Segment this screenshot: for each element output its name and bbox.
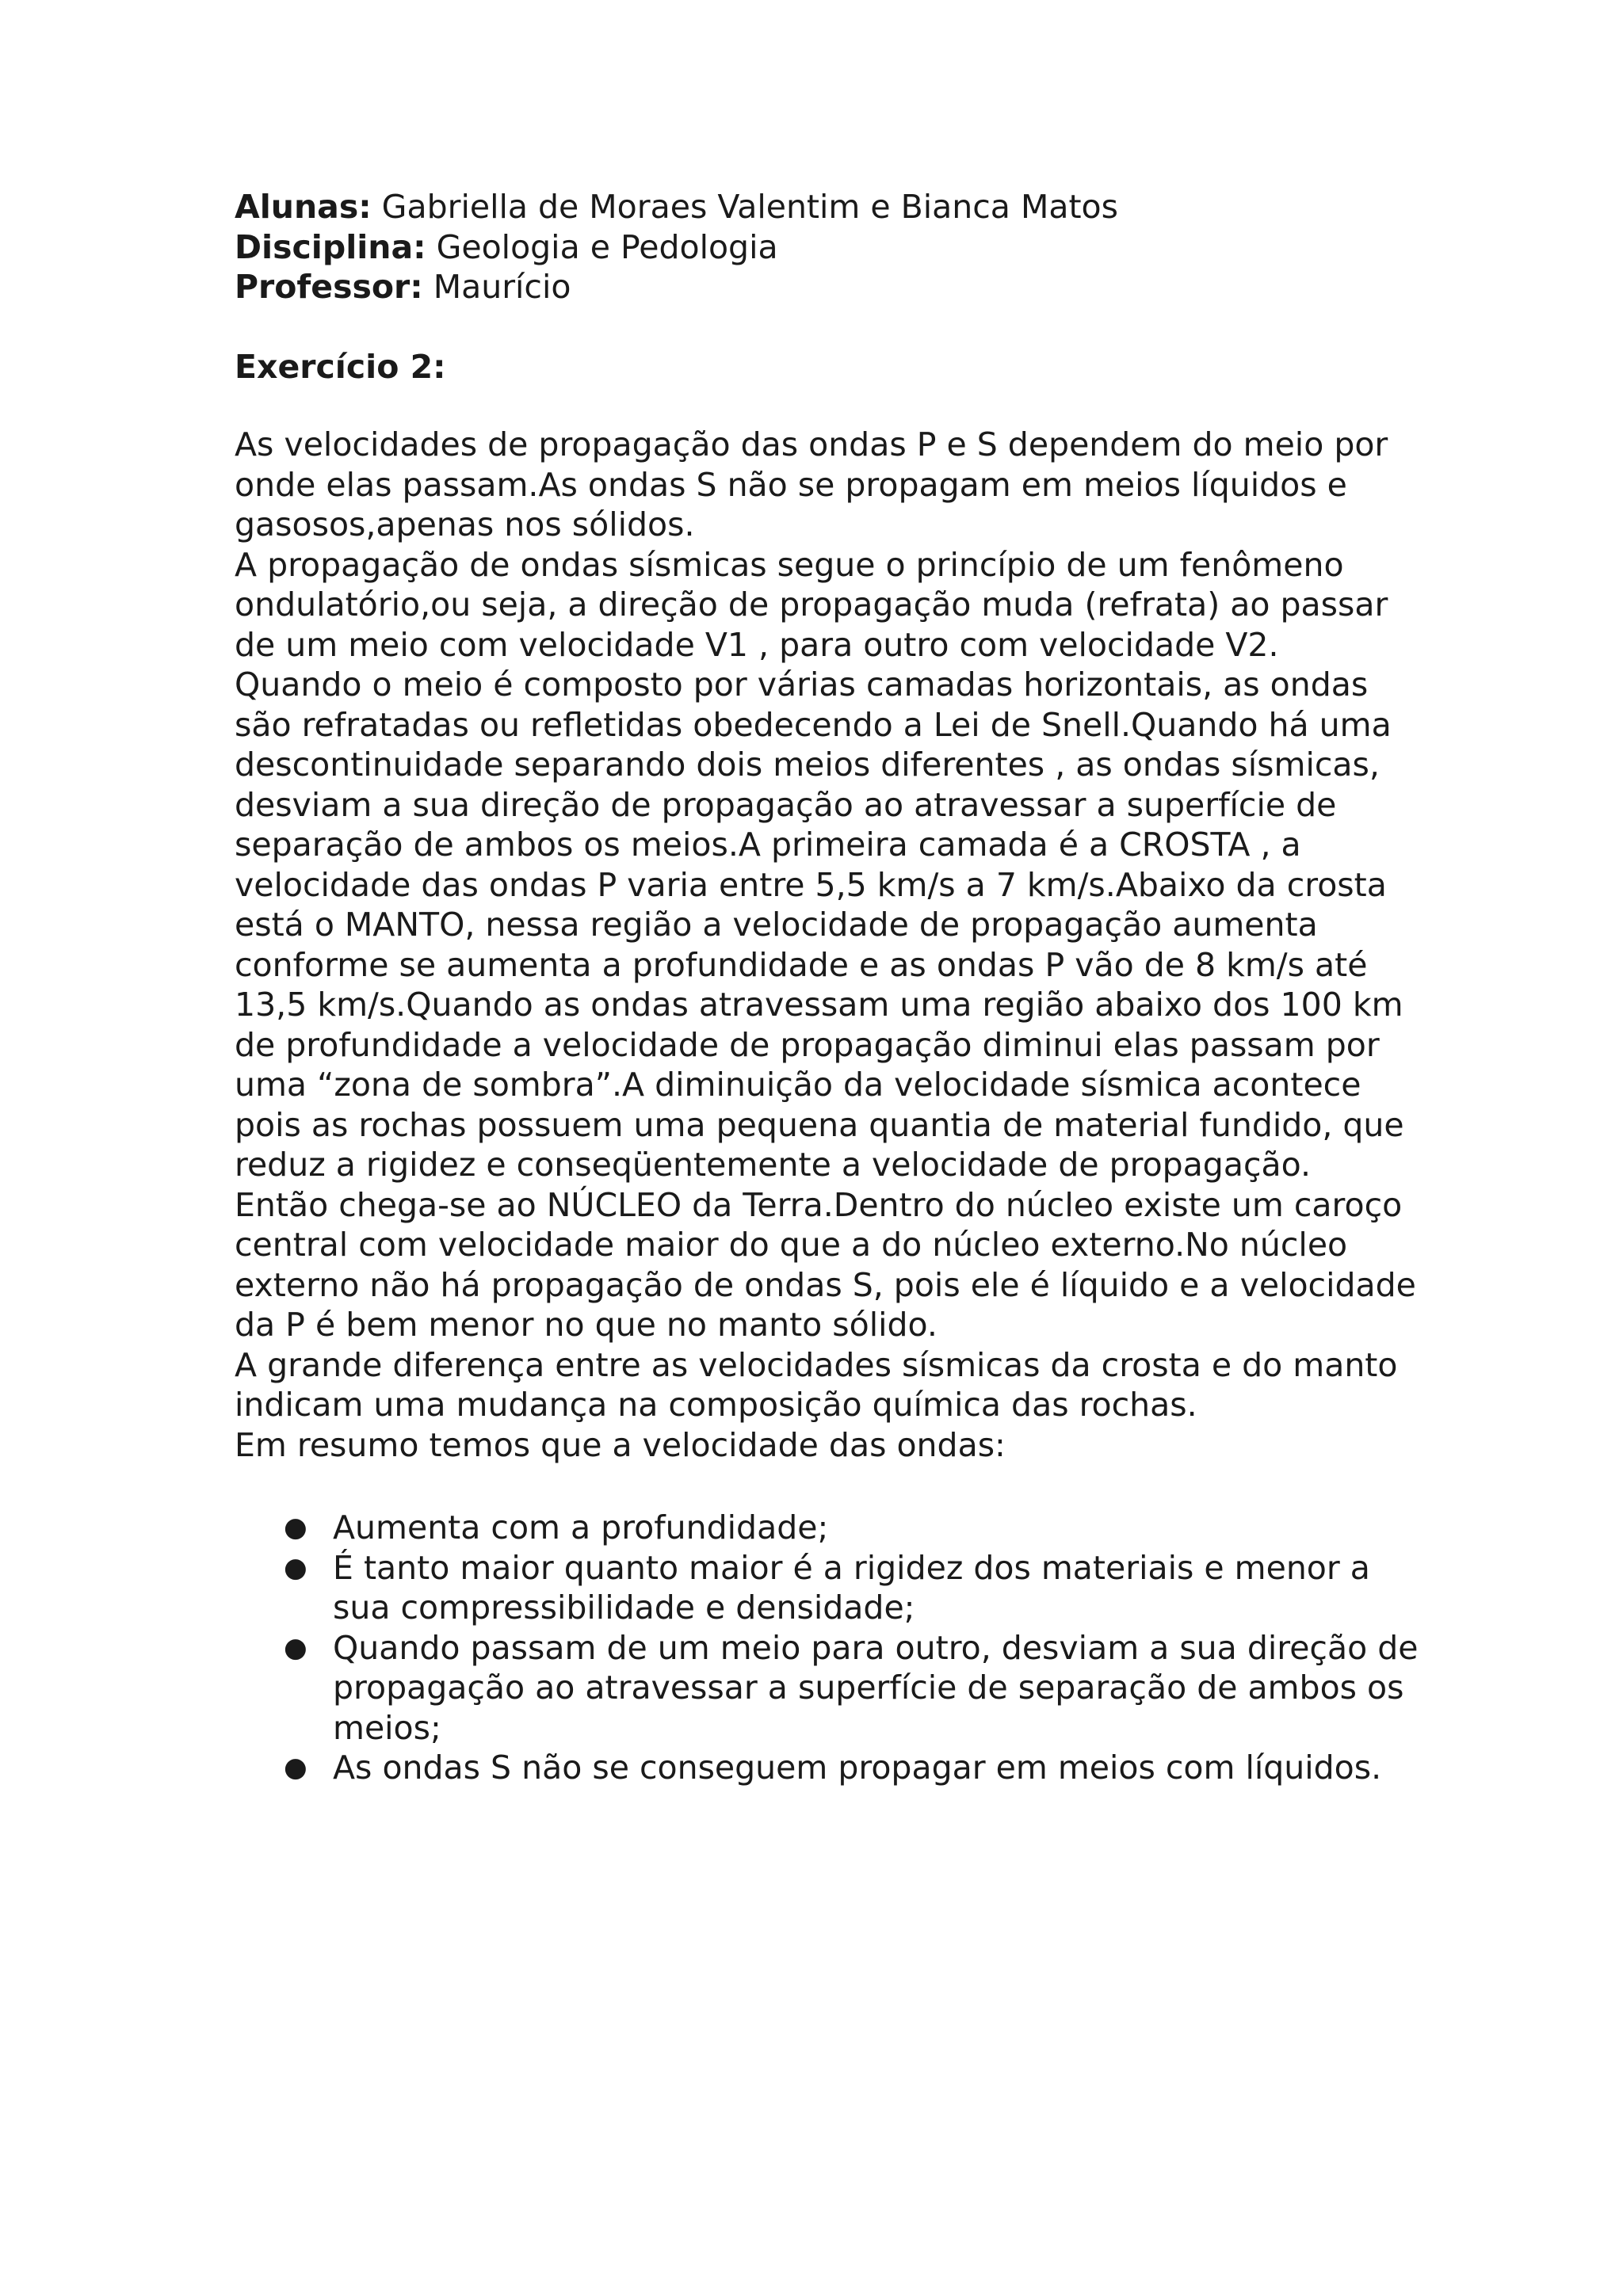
paragraph: A grande diferença entre as velocidades sísmicas da crosta e do manto indicam uma mudança na composição química das rochas.	[235, 1345, 1398, 1424]
body-text	[235, 425, 1423, 1465]
list-item-text: Quando passam de um meio para outro, desviam a sua direção de propagação ao atravessar a superfície de separação de ambos os meios;	[333, 1628, 1419, 1747]
students-value: Gabriella de Moraes Valentim e Bianca Matos	[371, 188, 1118, 226]
list-item-text: As ondas S não se conseguem propagar em meios com líquidos.	[333, 1749, 1382, 1787]
bullet-icon: ●	[284, 1631, 307, 1664]
bullet-icon: ●	[284, 1752, 307, 1783]
paragraph: A propagação de ondas sísmicas segue o princípio de um fenômeno ondulatório,ou seja, a direção de propagação muda (refrata) ao passar de um meio com velocidade V1 , para outro com velocidade V2.	[235, 545, 1388, 664]
list-item	[235, 1748, 1423, 1788]
list-item	[235, 1628, 1423, 1749]
paragraph: Então chega-se ao NÚCLEO da Terra.Dentro do núcleo existe um caroço central com velocidade maior do que a do núcleo externo.No núcleo externo não há propagação de ondas S, pois ele é líquido e a velocidade da P é bem menor no que no manto sólido.	[235, 1185, 1416, 1344]
students-line	[235, 187, 1423, 227]
professor-line	[235, 267, 1423, 307]
list-item-text: Aumenta com a profundidade;	[333, 1508, 829, 1547]
exercise-title: Exercício 2:	[235, 347, 446, 386]
discipline-line	[235, 227, 1423, 268]
list-item	[235, 1508, 1423, 1548]
document-page	[235, 187, 1423, 1788]
list-item-text: É tanto maior quanto maior é a rigidez dos materiais e menor a sua compressibilidade e densidade;	[333, 1548, 1370, 1627]
professor-label: Professor:	[235, 268, 423, 306]
discipline-value: Geologia e Pedologia	[426, 227, 778, 266]
list-item	[235, 1548, 1423, 1628]
professor-value: Maurício	[422, 268, 571, 306]
bullet-icon: ●	[284, 1551, 307, 1584]
summary-list	[235, 1508, 1423, 1788]
paragraph: Quando o meio é composto por várias camadas horizontais, as ondas são refratadas ou refletidas obedecendo a Lei de Snell.Quando há uma descontinuidade separando dois meios diferentes , as ondas sísmicas, desviam a sua direção de propagação ao atravessar a superfície de separação de ambos os meios.A primeira camada é a CROSTA , a velocidade das ondas P varia entre 5,5 km/s a 7 km/s.Abaixo da crosta está o MANTO, nessa região a velocidade de propagação aumenta conforme se aumenta a profundidade e as ondas P vão de 8 km/s até 13,5 km/s.Quando as ondas atravessam uma região abaixo dos 100 km de profundidade a velocidade de propagação diminui elas passam por uma “zona de sombra”.A diminuição da velocidade sísmica acontece pois as rochas possuem uma pequena quantia de material fundido, que reduz a rigidez e conseqüentemente a velocidade de propagação.	[235, 666, 1404, 1184]
paragraph: Em resumo temos que a velocidade das ondas:	[235, 1425, 1006, 1464]
discipline-label: Disciplina:	[235, 227, 426, 266]
students-label: Alunas:	[235, 188, 372, 226]
bullet-icon: ●	[284, 1512, 307, 1543]
paragraph: As velocidades de propagação das ondas P e S dependem do meio por onde elas passam.As ondas S não se propagam em meios líquidos e gasosos,apenas nos sólidos.	[235, 425, 1388, 543]
